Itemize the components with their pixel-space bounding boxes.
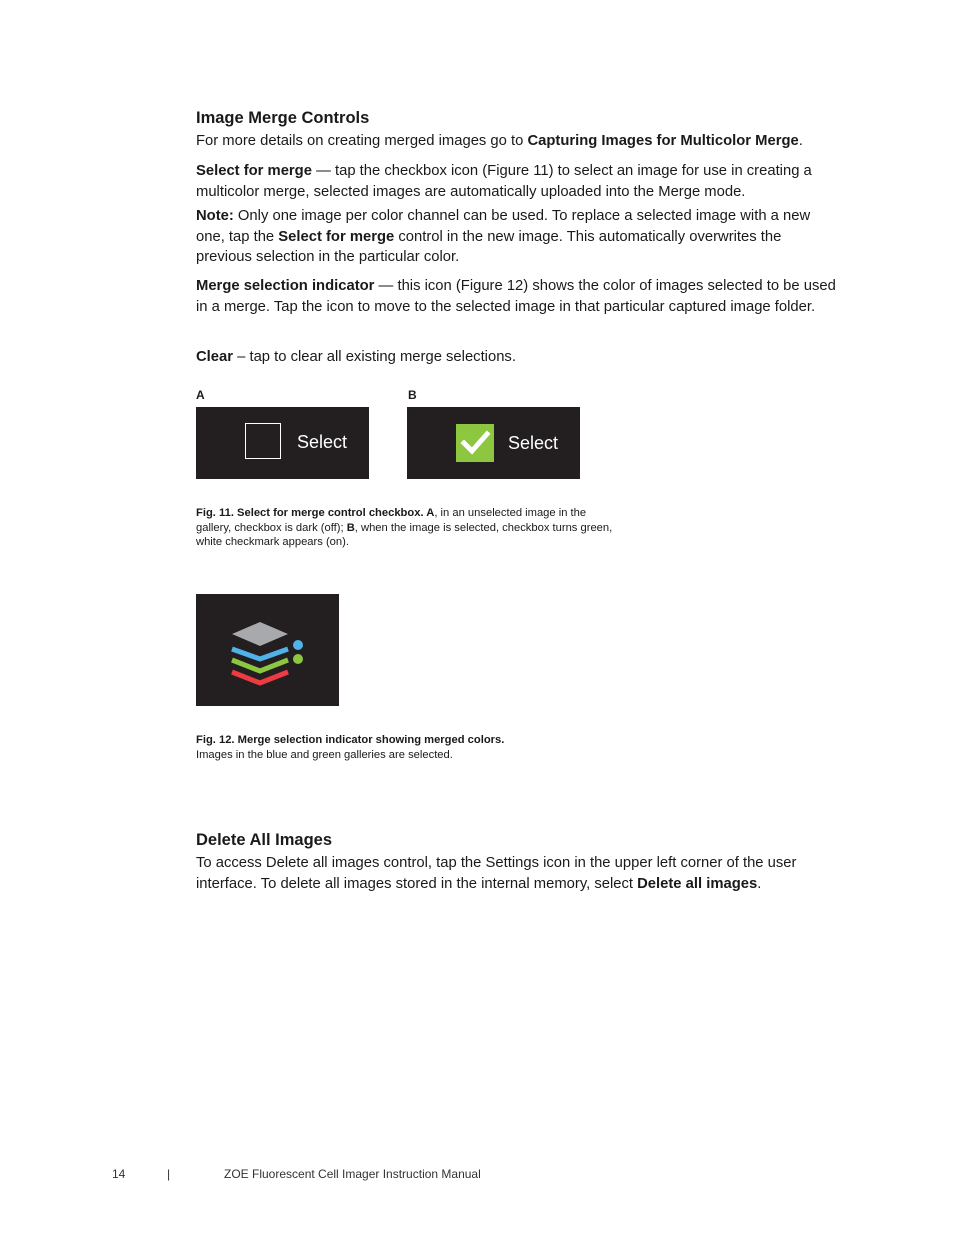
figure-12-caption [196,733,536,762]
intro-text: For more details on creating merged images go to [196,133,528,149]
note-paragraph [196,206,836,268]
select-label: Select [297,432,348,452]
figure-12-caption-text: Images in the blue and green galleries are selected. [196,748,453,761]
figure-11-caption [196,506,616,550]
merge-selection-indicator[interactable] [196,594,339,706]
note-text-2: control in the new image. This automatically overwrites the previous selection in the particular color. [196,228,782,265]
caption-text-2: , when the image is selected, checkbox turns green, white checkmark appears (on). [196,521,613,548]
select-for-merge-paragraph [196,161,836,202]
checkbox-checked-icon[interactable] [456,424,494,462]
page-number: 14 [112,1167,126,1181]
footer-manual-title: ZOE Fluorescent Cell Imager Instruction Manual [224,1167,481,1181]
figure-label-b: B [408,388,417,402]
caption-text-1: , in an unselected image in the gallery, checkbox is dark (off); [196,507,587,534]
checkbox-unchecked-icon[interactable] [245,423,281,459]
figure-label-a: A [196,388,205,402]
merge-indicator-term: Merge selection indicator [196,278,375,294]
note-text-1: Only one image per color channel can be used. To replace a selected image with a new one, tap the [196,208,811,245]
select-for-merge-text: — tap the checkbox icon (Figure 11) to select an image for use in creating a multicolor merge, selected images are automatically uploaded into the Merge mode. [196,163,812,200]
select-control-unselected[interactable] [196,407,369,479]
select-control-selected[interactable] [407,407,580,479]
section-heading-delete-all-images: Delete All Images [196,831,333,849]
clear-term: Clear [196,349,234,365]
caption-ref-a: A [426,507,435,519]
clear-paragraph [196,347,836,368]
delete-all-images-term: Delete all images [637,875,758,892]
intro-end: . [798,133,803,149]
footer-separator: | [167,1167,171,1181]
note-bold-term: Select for merge [278,228,395,245]
delete-text-2: . [757,875,762,892]
merge-indicator-text: — this icon (Figure 12) shows the color of images selected to be used in a merge. Tap the icon to move to the selected image in that particular captured image folder. [196,278,836,315]
intro-reference: Capturing Images for Multicolor Merge [527,133,799,149]
figure-11-caption-title: Fig. 11. Select for merge control checkbox. [196,507,427,519]
select-label: Select [508,433,559,453]
merge-layers-icon [196,594,339,706]
select-for-merge-term: Select for merge [196,163,312,179]
intro-paragraph [196,131,836,152]
merge-indicator-paragraph [196,276,836,317]
figure-12-caption-title: Fig. 12. Merge selection indicator showing merged colors. [196,734,505,746]
caption-ref-b: B [346,521,355,534]
checkmark-icon [456,424,494,462]
section-heading-image-merge-controls: Image Merge Controls [196,109,370,127]
delete-text-1: To access Delete all images control, tap the Settings icon in the upper left corner of the user interface. To delete all images stored in the internal memory, select [196,855,797,892]
note-label: Note: [196,208,234,224]
delete-all-images-paragraph [196,853,836,894]
clear-text: – tap to clear all existing merge selections. [233,349,516,365]
